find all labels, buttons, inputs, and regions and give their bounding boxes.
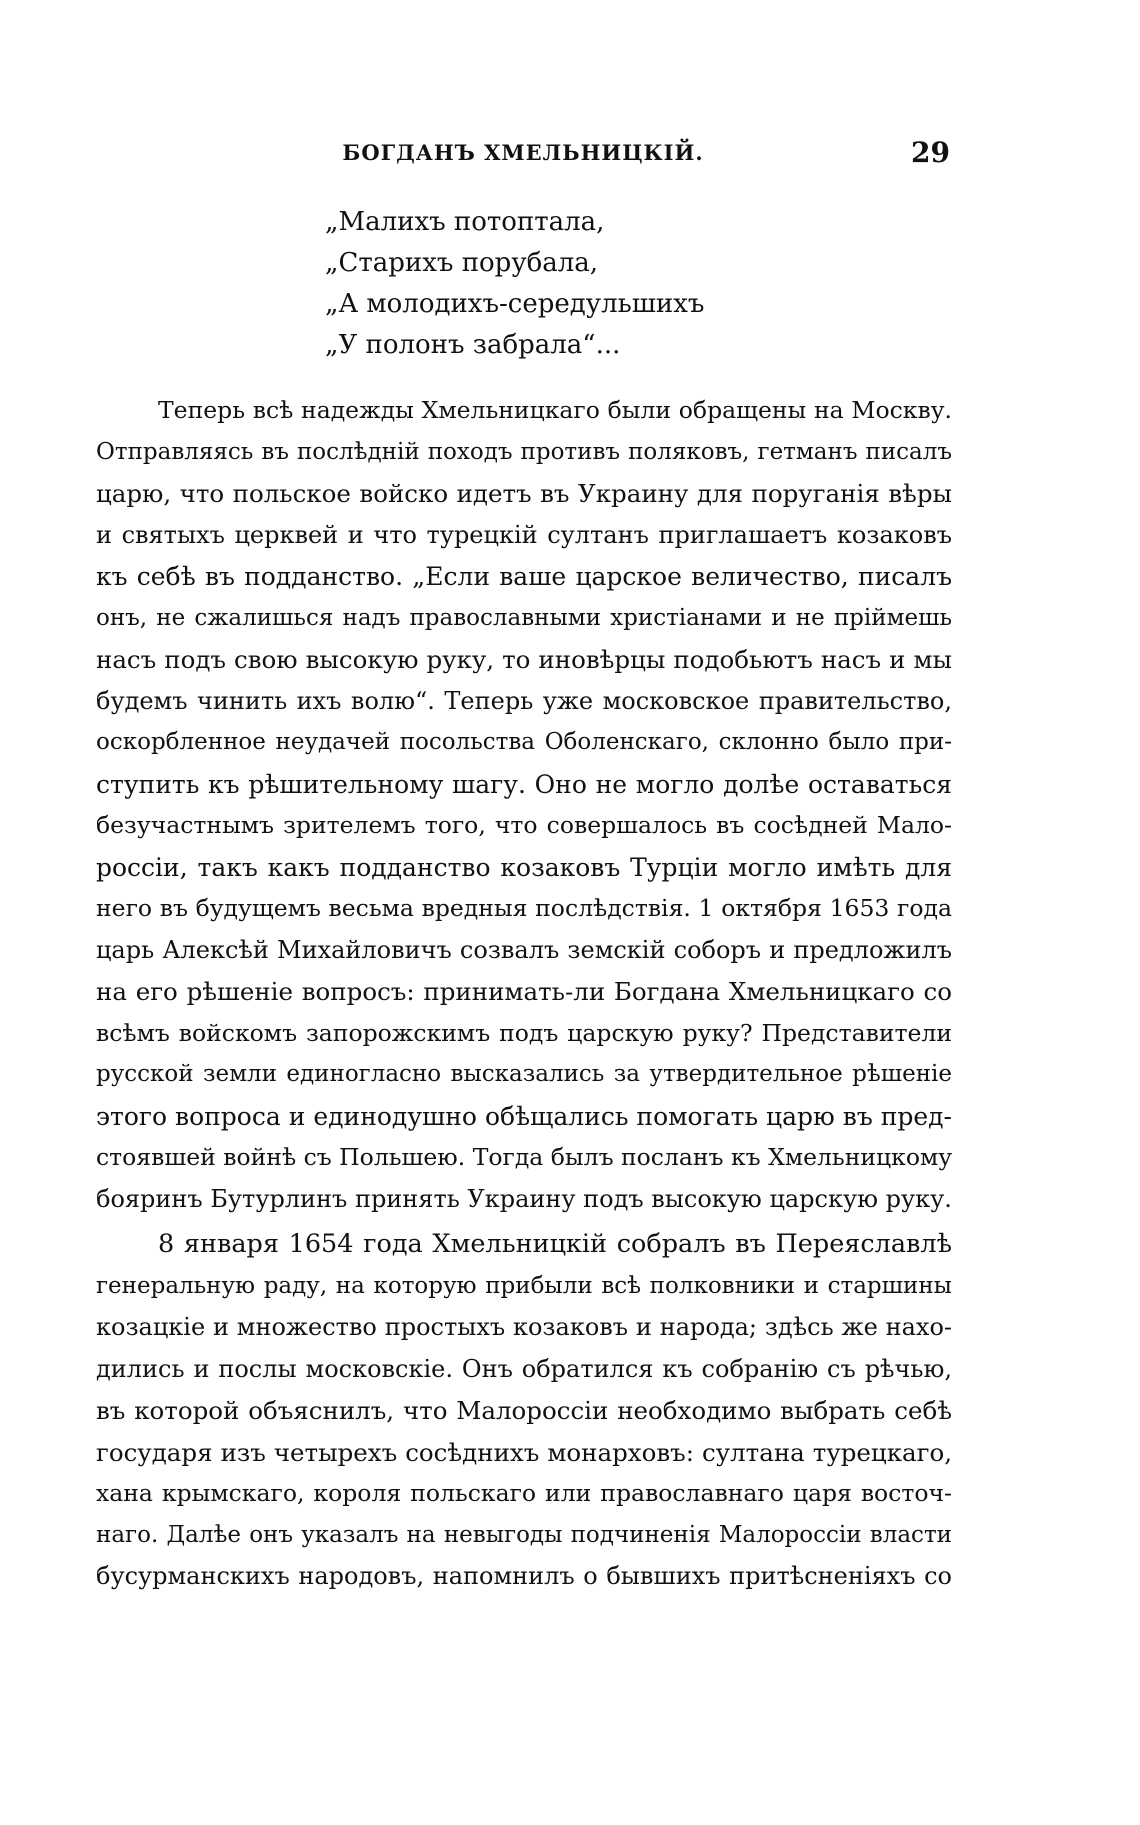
text-line: генеральную раду, на которую прибыли всѣ полковники и старшины [96, 1272, 952, 1299]
verse-line: „Старихъ порубала, [325, 248, 599, 278]
text-line: стоявшей войнѣ съ Польшею. Тогда былъ посланъ къ Хмельницкому [96, 1143, 953, 1171]
text-line: оскорбленное неудачей посольства Оболенскаго, склонно было при- [96, 729, 952, 755]
text-line: онъ, не сжалишься надъ православными христіанами и не пріймешь [96, 604, 952, 631]
text-line: дились и послы московскіе. Онъ обратился къ собранію съ рѣчью, [96, 1354, 952, 1383]
verse-quote [325, 202, 704, 366]
text-line: ступить къ рѣшительному шагу. Оно не могло долѣе оставаться [96, 769, 952, 799]
verse-line: „Малихъ потоптала, [325, 207, 605, 237]
text-line: будемъ чинить ихъ волю“. Теперь уже московское правительство, [96, 686, 952, 715]
text-line: хана крымскаго, короля польскаго или православнаго царя восточ- [96, 1479, 952, 1507]
text-line: всѣмъ войскомъ запорожскимъ подъ царскую руку? Представители [96, 1018, 952, 1047]
verse-line: „У полонъ забрала“... [325, 330, 621, 360]
text-line: россіи, такъ какъ подданство козаковъ Турціи могло имѣть для [96, 852, 952, 882]
text-line: на его рѣшеніе вопросъ: принимать-ли Богдана Хмельницкаго со [96, 977, 952, 1006]
text-line: козацкіе и множество простыхъ козаковъ и народа; здѣсь же нахо- [96, 1313, 952, 1341]
text-line: 8 января 1654 года Хмельницкій собралъ въ Переяславлѣ [158, 1229, 952, 1259]
text-line: царь Алексѣй Михайловичъ созвалъ земскій соборъ и предложилъ [96, 935, 952, 964]
page-number: 29 [911, 136, 950, 169]
text-line: насъ подъ свою высокую руку, то иновѣрцы подобьютъ насъ и мы [96, 645, 952, 674]
text-line: русской земли единогласно высказались за утвердительное рѣшеніе [96, 1061, 952, 1087]
text-line: бояринъ Бутурлинъ принять Украину подъ высокую царскую руку. [96, 1184, 952, 1213]
running-title: БОГДАНЪ ХМЕЛЬНИЦКІЙ. [342, 140, 704, 165]
text-line: него въ будущемъ весьма вредныя послѣдствія. 1 октября 1653 года [96, 894, 952, 922]
text-line: этого вопроса и единодушно обѣщались помогать царю въ пред- [96, 1101, 952, 1131]
text-line: безучастнымъ зрителемъ того, что совершалось въ сосѣдней Мало- [96, 811, 952, 839]
text-line: въ которой объяснилъ, что Малороссіи необходимо выбрать себѣ [96, 1396, 952, 1425]
text-line: наго. Далѣе онъ указалъ на невыгоды подчиненія Малороссіи власти [96, 1521, 952, 1548]
text-line: бусурманскихъ народовъ, напомнилъ о бывшихъ притѣсненіяхъ со [96, 1562, 952, 1590]
text-line: и святыхъ церквей и что турецкій султанъ приглашаетъ козаковъ [96, 520, 952, 549]
verse-line: „А молодихъ-середульшихъ [325, 289, 705, 319]
text-line: Отправляясь въ послѣдній походъ противъ поляковъ, гетманъ писалъ [96, 438, 952, 465]
text-line: Теперь всѣ надежды Хмельницкаго были обращены на Москву. [158, 396, 952, 424]
paragraph-rada [96, 1224, 952, 1598]
text-line: царю, что польское войско идетъ въ Украину для поруганія вѣры [96, 479, 952, 508]
text-line: къ себѣ въ подданство. „Если ваше царское величество, писалъ [96, 562, 952, 591]
page-header [96, 136, 950, 176]
paragraph-moscow [96, 390, 952, 1220]
text-line: государя изъ четырехъ сосѣднихъ монарховъ: султана турецкаго, [96, 1437, 952, 1467]
